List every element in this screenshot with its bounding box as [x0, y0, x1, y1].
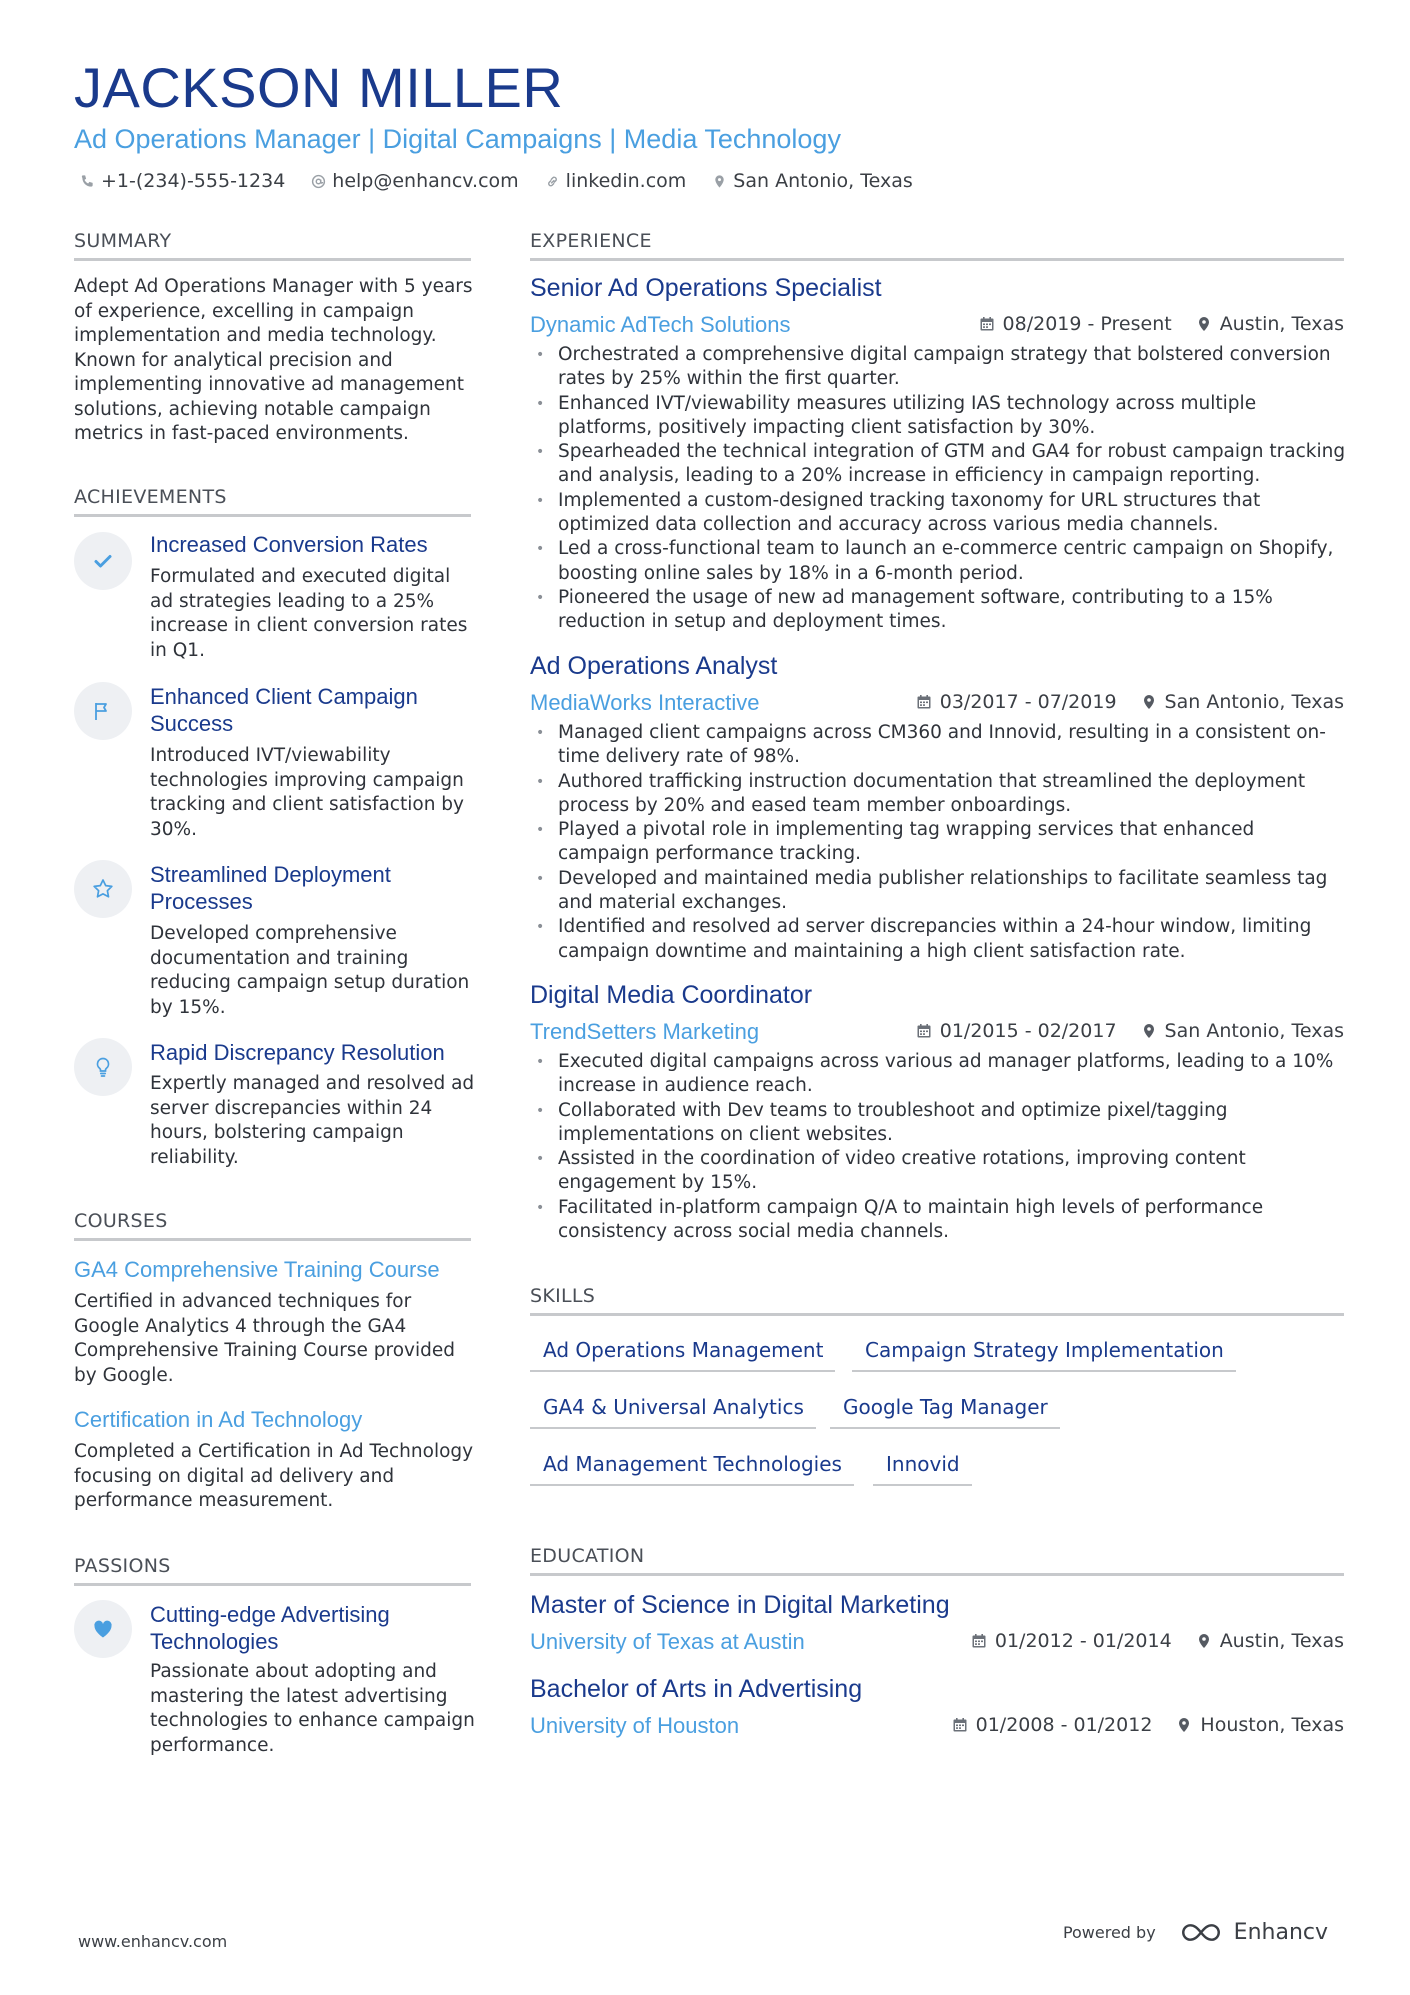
contact-bar — [80, 170, 913, 192]
contact-location — [712, 170, 912, 192]
education-meta — [971, 1630, 1344, 1652]
section-title-skills: SKILLS — [530, 1285, 1344, 1316]
achievement-desc: Introduced IVT/viewability technologies improving campaign tracking and client satisfaction by 30%. — [150, 745, 464, 840]
email-text: help@enhancv.com — [332, 170, 519, 192]
school-name: University of Texas at Austin — [530, 1629, 805, 1654]
skill-tag: Innovid — [873, 1452, 972, 1486]
passion-desc: Passionate about adopting and mastering the latest advertising technologies to enhance campaign performance. — [150, 1661, 475, 1756]
job-bullet: • Assisted in the coordination of video creative rotations, improving content engagement by 15%. — [530, 1147, 1350, 1196]
calendar-icon — [916, 1023, 932, 1039]
powered-by-label: Powered by — [1062, 1923, 1156, 1942]
job-location-text: Austin, Texas — [1219, 313, 1344, 335]
job-meta — [979, 313, 1344, 335]
skill-tag: GA4 & Universal Analytics — [530, 1395, 816, 1429]
education-location — [1196, 1630, 1344, 1652]
section-title-achievements: ACHIEVEMENTS — [74, 486, 471, 517]
job-dates — [916, 1020, 1117, 1042]
company-name: TrendSetters Marketing — [530, 1019, 760, 1044]
passion-icon-bg — [74, 1600, 132, 1658]
achievement-title: Rapid Discrepancy Resolution — [150, 1040, 445, 1065]
location-pin-icon — [1176, 1717, 1192, 1733]
section-title-summary: SUMMARY — [74, 230, 471, 261]
job-bullet: • Executed digital campaigns across various ad manager platforms, leading to a 10% increase in audience reach. — [530, 1050, 1350, 1099]
lightbulb-icon — [91, 1055, 115, 1079]
job-bullet: • Played a pivotal role in implementing tag wrapping services that enhanced campaign performance tracking. — [530, 818, 1350, 867]
education-dates — [971, 1630, 1172, 1652]
job-location — [1141, 1020, 1344, 1042]
calendar-icon — [952, 1717, 968, 1733]
heart-icon — [91, 1617, 115, 1641]
skill-tag: Google Tag Manager — [830, 1395, 1060, 1429]
job-bullet: • Implemented a custom-designed tracking taxonomy for URL structures that optimized data collection and accuracy across various media channels. — [530, 489, 1350, 538]
location-pin-icon — [1141, 1023, 1157, 1039]
course-desc: Completed a Certification in Ad Technology focusing on digital ad delivery and performance measurement. — [74, 1441, 474, 1511]
achievement-title: Increased Conversion Rates — [150, 532, 428, 557]
achievement-icon-bg — [74, 532, 132, 590]
section-title-passions: PASSIONS — [74, 1555, 471, 1586]
job-dates-text: 03/2017 - 07/2019 — [939, 691, 1117, 713]
job-bullet: • Authored trafficking instruction documentation that streamlined the deployment process by 20% and eased team member onboardings. — [530, 770, 1350, 819]
job-bullet: • Managed client campaigns across CM360 and Innovid, resulting in a consistent on-time delivery rate of 98%. — [530, 721, 1350, 770]
section-title-courses: COURSES — [74, 1210, 471, 1241]
job-location — [1196, 313, 1344, 335]
job-bullet: • Identified and resolved ad server discrepancies within a 24-hour window, limiting campaign downtime and maintaining a high client satisfaction rate. — [530, 915, 1350, 964]
education-dates — [952, 1714, 1153, 1736]
section-title-education: EDUCATION — [530, 1545, 1344, 1576]
job-meta — [916, 691, 1344, 713]
job-bullets — [530, 1050, 1350, 1244]
job-location-text: San Antonio, Texas — [1164, 691, 1344, 713]
calendar-icon — [979, 316, 995, 332]
phone-icon — [80, 174, 95, 189]
job-location — [1141, 691, 1344, 713]
achievement-icon-bg — [74, 860, 132, 918]
job-dates — [979, 313, 1172, 335]
course-title: Certification in Ad Technology — [74, 1407, 363, 1432]
course-desc: Certified in advanced techniques for Google Analytics 4 through the GA4 Comprehensive Training Course provided by Google. — [74, 1291, 455, 1386]
job-bullet: • Enhanced IVT/viewability measures utilizing IAS technology across multiple platforms, positively impacting client satisfaction by 30%. — [530, 392, 1350, 441]
job-bullets — [530, 721, 1350, 964]
calendar-icon — [971, 1633, 987, 1649]
link-icon — [545, 174, 560, 189]
job-dates — [916, 691, 1117, 713]
achievement-icon-bg — [74, 1038, 132, 1096]
job-bullet: • Developed and maintained media publisher relationships to facilitate seamless tag and material exchanges. — [530, 867, 1350, 916]
contact-linkedin[interactable] — [545, 170, 687, 192]
section-title-experience: EXPERIENCE — [530, 230, 1344, 261]
location-pin-icon — [1196, 316, 1212, 332]
job-bullet: • Pioneered the usage of new ad management software, contributing to a 15% reduction in setup and deployment times. — [530, 586, 1350, 635]
achievement-desc: Formulated and executed digital ad strategies leading to a 25% increase in client conversion rates in Q1. — [150, 566, 468, 661]
skill-tag: Ad Operations Management — [530, 1338, 835, 1372]
job-bullet: • Facilitated in-platform campaign Q/A to maintain high levels of performance consistency across social media channels. — [530, 1196, 1350, 1245]
brand-name: Enhancv — [1233, 1920, 1328, 1945]
job-bullets — [530, 343, 1350, 635]
brand-logo[interactable] — [1178, 1920, 1328, 1945]
school-name: University of Houston — [530, 1713, 740, 1738]
contact-email[interactable] — [311, 170, 518, 192]
job-dates-text: 08/2019 - Present — [1002, 313, 1172, 335]
job-bullet: • Collaborated with Dev teams to troubleshoot and optimize pixel/tagging implementations on client websites. — [530, 1099, 1350, 1148]
education-dates-text: 01/2012 - 01/2014 — [994, 1630, 1172, 1652]
job-title: Ad Operations Analyst — [530, 652, 778, 680]
education-location — [1176, 1714, 1344, 1736]
footer-website[interactable]: www.enhancv.com — [78, 1932, 228, 1951]
achievement-title: Streamlined Deployment Processes — [150, 862, 391, 914]
education-location-text: Austin, Texas — [1219, 1630, 1344, 1652]
company-name: Dynamic AdTech Solutions — [530, 312, 791, 337]
education-location-text: Houston, Texas — [1200, 1714, 1344, 1736]
location-text: San Antonio, Texas — [733, 170, 913, 192]
achievement-title: Enhanced Client Campaign Success — [150, 684, 418, 736]
calendar-icon — [916, 694, 932, 710]
skill-tag: Ad Management Technologies — [530, 1452, 854, 1486]
skill-tag: Campaign Strategy Implementation — [852, 1338, 1236, 1372]
job-meta — [916, 1020, 1344, 1042]
phone-text: +1-(234)-555-1234 — [101, 170, 286, 192]
footer-branding — [1063, 1920, 1328, 1945]
company-name: MediaWorks Interactive — [530, 690, 760, 715]
star-icon — [91, 877, 115, 901]
job-bullet: • Spearheaded the technical integration of GTM and GA4 for robust campaign tracking and analysis, leading to a 20% increase in efficiency in campaign reporting. — [530, 440, 1350, 489]
linkedin-text: linkedin.com — [565, 170, 687, 192]
infinity-logo-icon — [1178, 1921, 1224, 1944]
job-title: Senior Ad Operations Specialist — [530, 274, 882, 302]
job-title: Digital Media Coordinator — [530, 981, 813, 1009]
candidate-name: JACKSON MILLER — [74, 56, 564, 119]
location-pin-icon — [1141, 694, 1157, 710]
course-title: GA4 Comprehensive Training Course — [74, 1257, 440, 1282]
location-pin-icon — [712, 174, 727, 189]
achievement-desc: Developed comprehensive documentation and training reducing campaign setup duration by 15%. — [150, 923, 470, 1018]
passion-title: Cutting-edge Advertising Technologies — [150, 1602, 390, 1654]
education-dates-text: 01/2008 - 01/2012 — [975, 1714, 1153, 1736]
achievement-desc: Expertly managed and resolved ad server discrepancies within 24 hours, bolstering campaign reliability. — [150, 1073, 475, 1168]
job-bullet: • Led a cross-functional team to launch an e-commerce centric campaign on Shopify, boosting online sales by 18% in a 6-month period. — [530, 537, 1350, 586]
job-dates-text: 01/2015 - 02/2017 — [939, 1020, 1117, 1042]
flag-icon — [91, 699, 115, 723]
degree-title: Master of Science in Digital Marketing — [530, 1591, 950, 1619]
location-pin-icon — [1196, 1633, 1212, 1649]
achievement-icon-bg — [74, 682, 132, 740]
at-icon — [311, 174, 326, 189]
summary-text: Adept Ad Operations Manager with 5 years of experience, excelling in campaign implementation and media technology. Known for analytical precision and implementing innovative ad management solutions, achieving notable campaign metrics in fast-paced environments. — [74, 276, 473, 444]
headline: Ad Operations Manager | Digital Campaigns | Media Technology — [74, 124, 841, 154]
education-meta — [952, 1714, 1344, 1736]
job-location-text: San Antonio, Texas — [1164, 1020, 1344, 1042]
degree-title: Bachelor of Arts in Advertising — [530, 1675, 863, 1703]
check-icon — [91, 549, 115, 573]
contact-phone[interactable] — [80, 170, 285, 192]
job-bullet: • Orchestrated a comprehensive digital campaign strategy that bolstered conversion rates by 25% within the first quarter. — [530, 343, 1350, 392]
